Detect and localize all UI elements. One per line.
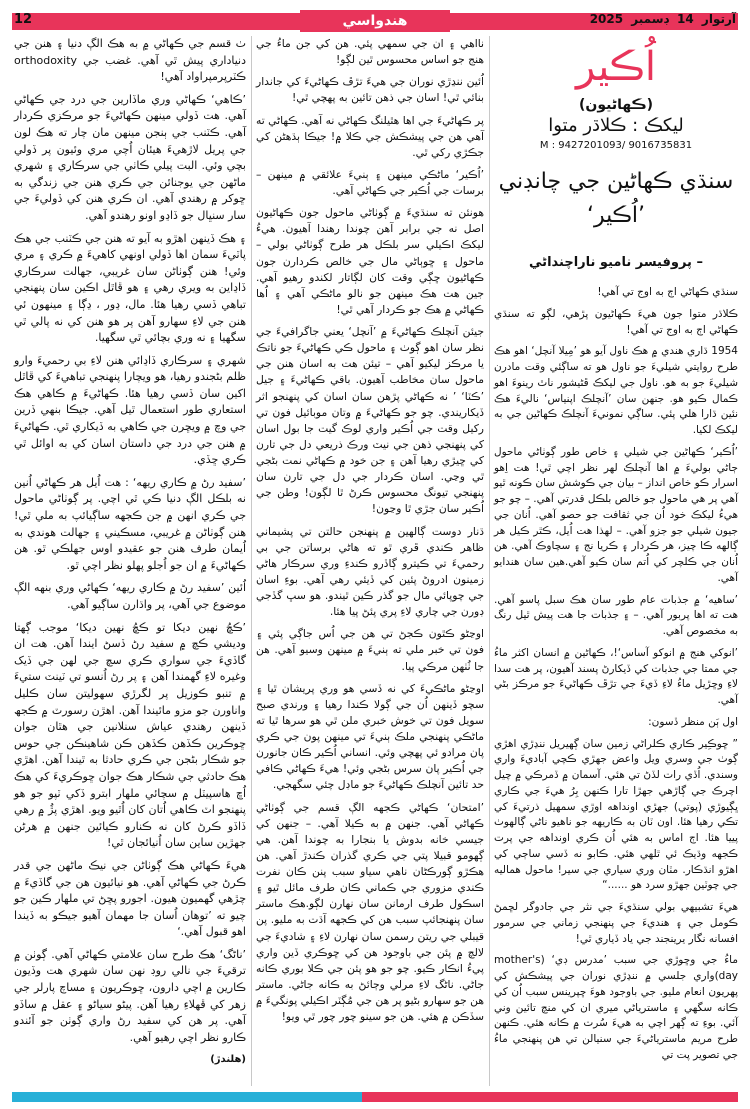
paragraph: هيءَ تشبيهي بولي سنڌيءَ جي نثر جي جادوگر لڇمڻ ڪومل جي ۽ هنديءَ جي پنهنجي زماني جي سرمور افسانه نگار يرينجند جي ياد ڏياري ٿي! — [494, 901, 738, 945]
paragraph: ’انوکي هنج ۾ انوکو آساس‘!، ڪهاڻين ۾ انسان اکثر ماءُ جي ممتا جي جذبات کي ڏيکارڻ پسند آهيون، پر هت سدا لاءِ وڇڙيل ماءُ لاءِ ڏيءَ جي تڙڦ ڪهاڻيءَ جو مرڪز بڻي آهي. — [494, 646, 738, 706]
paragraph: ٺ قسم جي ڪهاڻي ۾ به هڪ الڳ دنيا ۽ هنن جي دنياداري پيش ٿي آهي. غضب جي orthodoxity ڪٽرپرمپراواد آهي! — [14, 37, 246, 84]
continued-label: (هلندڙ) — [210, 1054, 246, 1066]
review-title — [494, 165, 738, 233]
review-title-line2: ’اُڪير‘ — [587, 203, 645, 229]
paragraph: ماءُ جي وڇوڙي جي سبب ’مدرس ڊي‘ (mother's day)واري جلسي ۾ ننڍڙي نوران جي پيشڪش کي پهريون انعام مليو. جي باوجود هوءَ ڇپرينس سبب اُن کي ڪانه سگهي ۽ ماسترياڻي ميري ان کي منچ تائين وني آئي. بوءِ ته ڳهر اچي به هيءَ سُرت ۾ ڪانه هئي. ڪنهن طرح مريم ماسترياڻيءَ جي سنيالن تي هن پنهنجي ماءُ جي تصوير پت تي — [494, 954, 738, 1061]
column-left — [14, 36, 246, 1069]
column-divider — [251, 36, 252, 1086]
issue-year: 2025 — [589, 12, 624, 26]
paragraph: اوڃڻو ڪٿون ڪجڻ تي هن جي اُس جاڳي پئي ۽ فون تي خبر ملي ته ٻنيءَ ۾ مينهن وسيو آهي. هن جا ٺُٺهن مرڪي پيا. — [256, 627, 484, 673]
paragraph: 1954 ڌاري هندي ۾ هڪ ناول آيو هو ’مِيلا آنچل‘ اهو هڪ طرح روايتي شيليءَ جو ناول هو ته ساڳئي وقت مادرن شيليءَ جو به هو. ناول جي ليکڪ ڦڻيشور ناٿ رينوءَ اهو ڪمال ڪيو هو. جنهن سان ’آنچلڪ اپنياس‘ ناليءَ هڪ نئين ڌارا هلي پئي. ساڳي نمونيءَ آنچلڪ ڪهاڻين جي به ليکڪ لکيا. — [494, 345, 738, 436]
paragraph: ’ڪاهي‘ ڪهاڻي وري ماڏارين جي درد جي ڪهاڻي آهي. هت ڏولي مينهن ڪهاڻيءَ جو مرڪزي ڪردار آهي. ڪٽنب جي ٻنجن مينهن مان چار ته هڪ لون جي پريل لاڙهيءَ هيئان اُچي مري وئيون پر ڏولي بچي وئي. البت پيلي ڪاٺي جي سرڪاري ۽ شهري ماڻهن جي يوجنائن جي ڪري هنن جي زندگي به ڇوکر ۾ رهندي آهي. ان ڪري هنن کي ڏوليءَ جي سار سنڀال جو ڏاڍو اونو رهندو آهي. — [14, 92, 246, 222]
paragraph: شهري ۽ سرڪاري ڏاڍائي هنن لاءِ بي رحميءَ وارو ظلم بڻجندو رهيا، هو ويچارا پنهنجي تباهيءَ کي ڦاٿل اکين سان ڏسي رهيا هئا. ڪهاڻيءَ ۾ ڪاهي هڪ استعاري طور استعمال ٿيل آهي. جيڪا بنهي ڏرين جي وچ ۾ ويڇرن جي ڪاهي به ڏيکاري ٿي. ڪهاڻيءَ ۾ هنن جي درد جي داستان اسان کي به اوائل ٿي ڪري ڇڏي. — [14, 353, 246, 467]
review-title-line1: سنڌي ڪهاڻين جي چانڊني — [498, 169, 734, 195]
paragraph: ’ساهيه‘ ۾ جذبات عام طور سان هڪ سبل پاسو آهي. هت ته اها پربور آهي. – ۽ جذبات جا هت پيش ٿيل رنگ به مخصوص آهي. — [494, 593, 738, 637]
story-genre: (ڪهاڻيون) — [578, 97, 654, 113]
paragraph: ۽ هڪ ڏينهن اهڙو به آيو ته هنن جي ڪٽنب جي هڪ پاٽيءَ سمان اها ڏولي اونهي کاهيءَ ۾ ڪري ۽ مري وئي! هنن ڳوٺاڻن سان غريبي، جهالت سرڪاري ڏاڍاين به ويري رهي ۽ هو ڦاٿل اڪين سان پنهنجي تباهي ڏسي رهيا هئا. مال، ڍور ، ڍڳا ۽ مينهون ئي هنن جي لاءِ سهارو آهن پر هو هنن کي نه پالي ٿي سگهيا ۽ نه وري بچائي ٿي سگهيا. — [14, 231, 246, 345]
paragraph: ’ڪڇُ نهين ديکا تو ڪڇُ نهين ديکا‘ موجب ڳهتا وديشي ڪچ ۾ سفيد رڻ ڏسڻ ايندا آهن. هت ان گاڏيءَ جي سواري ڪري سچ جي لهن جي ڏيک وغيره لاءِ گهمندا آهن ۽ پر رڻ اُنسو تي ٽينٽ ستيءَ ۾ تنبو ڪوزيل پر لگرڙي سهوليتن سان ڪليل واناورن جو مزو مائيندا آهن. اهڙن رسورٽ ۾ ڪجھ ڏينهن رهندي عياش سنلانين جي هٿان جوان ڇوڪرين ڪڏهن ڪڏهن ڪن شاهينڪن جي حوس جو شڪار بڻجن جي ڪري حادثا به ٿيندا آهن. اهڙي هڪ حادثي جي شڪار هڪ جوان ڇوڪريءَ کي هڪ اُڇ هاسپيٽل ۾ سچائي ملهار ابترو ڏکي ٽپو جو هو پنهنجو اٽ ڪاهي اُتان کان اُٿيو ويو. اهڙي پڙُ ۾ رهي ڏاڏو ڪرڻ کان نه ڪنارو ڪيائين جنهن ۾ هرڻن جهڙين ساين سان اُنيائجان ٿي! — [14, 620, 246, 850]
paragraph: جيئن آنچلڪ ڪهاڻيءَ ۾ ’آنچل‘ يعني جاگرافيءَ جي نظر سان اهو ڳوٺ ۽ ماحول ڪي ڪهاڻيءَ جو ناتڪ يا مرڪز ليکيو آهي – تيئن هت به اسان هنن جي ماحول سان مخاطب آهيون. باقي ڪهاڻيءَ ۽ جيل ’ڪٽا‘ ’ نه ڪهاڻي پڙهن سان اسان کي پنهنجو اثر ڏيکاريندي. چو جو ڪهاڻيءَ ۾ وتان موبائيل فون تي رکيل وقت جي اُڪير واري لوڪ گيت جا بول اسان کي پنهنجي ذهن جي نيٽ ورڪ ذريعي دل جي تارن کي ڇيڙي رهيا آهن ۽ جن خود ۾ ڪهاڻي نمت بڻجي ٿي وڃي. اسان ڪردار جي دل جي تارن سان پنهنجي تيونگ محسوس ڪرڻ ٿا لڳون! وطن جي اُڪير سان جڙي ٿا وڃون! — [256, 325, 484, 516]
paragraph: اُئين ’سفيد رڻ ۾ ڪاري ريهه‘ ڪهاڻي وري بنهه الڳ موضوع جي آهي، پر واڌارن ساڳيو آهي. — [14, 581, 246, 611]
paragraph: ’ناڻگ‘ هڪ طرح سان علامتي ڪهاڻي آهي. ڳوٺن ۾ ترقيءَ جي نالي روڊ نهن سان شهري هت وڏيون ڪارين ۾ اچي دارون، ڇوڪريون ۽ مساچ پارلر جي زهر کي ڦهلاءِ رهيا آهن. پيڻو سياڻو ۽ عقل ۾ ساڏو آهي. پر هن کي سفيد رڻ واري ڳوٺن جو آئندو ڪارو نظر اچي رهيو آهي. — [14, 947, 246, 1044]
page-header — [0, 0, 750, 32]
column-right — [494, 36, 738, 1070]
paragraph: اوڃڻو ماڻڪيءَ کي نه ڏسي هو وري پريشان ٿيا ۽ سچو ڏينهن اُن جي ڳولا ڪندا رهيا ۽ ورندي صبح سويل فون تي خوش خبري ملن ٿي هو سرها ٿيا ته ماڻڪي پنهنجي ملڪ ٻنيءَ تي مينهن پون جي ڪري پان مرادو ئي پهچي وئي. انساني اُڪير ڪان جانورن جي اُڪير پان سرس بڻجي وئي! هيءَ ڪهاڻي ڪافي حد تائين آنچلڪ ڪهاڻيءَ جو ماڊل چئي سگهجي. — [256, 681, 484, 792]
paragraph: هونئن ته سنڌيءَ ۾ ڳوٺاڻي ماحول جون ڪهاڻيون اصل نه جي برابر آهن چوندا رهندا آهيون. هيءُ ليکڪ اڪيلي سر بلڪل هر طرح ڳوٺاڻي بولي – ماحول ۽ ڇوٻاڻي مال جي خالص ڪردارن جون ڪهاڻيون ڇڳي وقت کان لڳاتار لکندو رهيو آهي. جين هت هڪ مينهن جو نالو ماڻڪي آهي ۽ اُها ڪهاڻي ۾ هڪ جو ڪردار آهي ٿي! — [256, 206, 484, 316]
footer-bar — [12, 1092, 738, 1102]
paragraph: ’اُڪير‘ ماڻڪي مينهن ۽ ٻنيءَ علائقي ۾ مينهن – برسات جي اُڪير جي ڪهاڻي آهي. — [256, 167, 484, 197]
issue-day: آرتوار — [701, 12, 736, 26]
paragraph: ’امتحان‘ ڪهاڻي ڪجهه الڳ قسم جي ڳوٺاڻي ڪهاڻي آهي. جنهن ۾ به ڪيلا آهي. – جنهن کي جيسي خانه بدوش يا بنجارا به چوندا آهن. هي ڳهومو قبيلا پتي جي ڪري گذران ڪندڙ آهي. هن هڪڙو ڳورڪڻان ناهي سياو سبب پنن ڪان نفرت ڪندي مزوري جي ڪماني ڪان طرف مائل ٿيو ۽ اسڪول طرف ارمانن سان نهارن لڳو.هڪ ماستر سان پنهنجائپ سبب هن کي ڪجهه آڌت به مليو. پن قيبلي جي ريتن رسمن سان نهارن لاءِ ۽ شاديءَ جي لالچ ۾ پئن جي باوجود هن کي ڇوڪري ڏين واري پيءُ انڪار ڪيو. چو جو هو پئن جي ڪلا بوري ڪانه جاڻي. ناڻگ لاءِ مرلي وڄائڻ به ڪانه جاڻي. ماستر هن جو سهارو بڻيو پر هن جي مُڳٽر اڪيلي پونگيءَ ۾ سڏڪن ۾ هئي. هن جو سينو چور چور ٿي ويو! — [256, 800, 484, 1024]
paragraph: ’اُڪير‘ ڪهاڻين جي شيلي ۽ خاص طور ڳوٺاڻي ماحول ڄاڻي بوليءَ ۾ اها آنچلڪ لهر نظر اچي ٿي! هت اِهو اسرار ڪو خاص انداز – بيان جي ڪوشش سان ڪونه ٿيو آهي پر هي ماحول جو خالص بلڪل قدرتي آهي. – چو جو هيءُ ليکڪ خود اُن جي ثقافت جو حصو آهي. اُنان جي جيون شيلي جو جزو آهي. – لهذا هت اُيل، ڪٿر ڪيل هر ڳالهه ڪا چيز، هر ڪردار ۽ ڪريا نج ۽ سچاوڪ آهي. هن اُنان جي ڪلچر کي اُتم سان ڪيو آهي.هين سان هندايو آهي. — [494, 445, 738, 584]
column-middle — [256, 36, 484, 1031]
issue-date-day: 14 — [677, 12, 694, 26]
paragraph: ” ڇوڪِير ڪاري ڪلراڻي زمين سان ڳهيريل ننڍڙي اهڙي ڳوٺ جي وسري ويل واعض جهڙي ڪچي آباديءَ واري وسندي. اُڏي رات لڏڻ تي هئي. آسمان ۾ ڏمرڪي ۾ چيل اچرڪ جي ڳاڙهي جهڙا تارا ڪنهن بِرُ هيءَ جي ڪاري ڀڳيوڙي (پوتي) جهڙي اونداهه اوڙي سمهيل ذرتيءَ کي تڪي رهيا هئا. اون ٽان به ڪاريهه جو ناهيو ناڻي ڳالهوٺ پييا هئا. اڄ اماس به هئي اُن ڪري اونداهه جي پرت ڪجهه وڌيڪ ئي ٿلهي هئي. ڪابو نه ڏسي ساڄي کي اهڙو انڌڪار. مٽان وري سياري جي سير! ماحول هماليه جي چوٽين جهڙو سرد هو ......“ — [494, 737, 738, 892]
issue-date — [586, 12, 736, 26]
paragraph: ڌنار دوست ڳالهين ۾ پنهنجن حالتن تي پشيماني ظاهر ڪندي ڦري ٿو ته هاڻي برساتن جي بي رحميءَ تي ڪيترو ڳاڏرو ڪندءِ وري سرڪار هاڻي زمينون ادروڻ پئين کي ڏيئي رهي آهي. بوءِ اسان جي چوپائي مال جو گذر ڪين ٿيندو. هو سڀ گڏجي ڊورن جي چاري لاءِ پري پئڻ پيا هئا. — [256, 524, 484, 619]
paragraph: اول ٻَن منظر ڏسون: — [648, 715, 738, 728]
paragraph: اُئين ننڍڙي نوران جي هيءَ تڙڦ ڪهاڻيءَ کي جاندار بنائي ٿي! اسان جي ذهن تائين به پهچي ٿي! — [256, 75, 484, 105]
reviewer-name: – پروفيسر ناميو ناراچنداڻي — [529, 255, 703, 271]
publication-name: هندواسي — [300, 10, 450, 32]
paragraph: سنڌي ڪهاڻي اڄ به اوج تي آهي! — [597, 286, 738, 298]
paragraph: هيءَ ڪهاڻي هڪ ڳوٺاڻن جي نيڪ ماڻهن جي قدر ڪرڻ جي ڪهاڻي آهي. هو نيائيون هن جي گاڏيءَ ۾ چڙهي گهميون هيون. اجورو پڇڻ تي ملهار ڪين جو چيو ته ’توهان اُسان جا مهمان آهيو جيڪو به ڏيندا اهو قبول آهي.‘ — [14, 858, 246, 939]
column-divider — [489, 36, 490, 1086]
page-number: 12 — [14, 12, 33, 27]
paragraph: نااهي ۽ ان جي سمهي پئي. هن کي جن ماءُ جي هنج جو اساس محسوس ٿين لڳو! — [256, 37, 484, 67]
author-mobile: M : 9427201093/ 9016735831 — [539, 139, 693, 151]
story-author: ليکڪ : ڪلاڌر متوا — [548, 114, 684, 136]
issue-month: ڊسمبر — [631, 12, 669, 26]
paragraph: پر ڪهاڻيءَ جي اها هٿيلنگ ڪهاڻي نه آهي. ڪهاڻي ته آهي هن جي پيشڪش جي ڪلا ۾! جيڪا ٻڌهڻن کي جڪڙي رکي ٿي. — [256, 113, 484, 159]
story-title: اُڪير — [576, 44, 656, 90]
paragraph: ’سفيد رڻ ۾ ڪاري ريهه‘ : هت اُيل هر ڪهاڻي اُنين نه بلڪل الڳ دنيا ڪي ٿي اچي. پر ڳوٺاڻي ماحول جي ڪري انهن ۾ جن ڪجهه ساڳيائپ به ملي ٿي! هنن ڳوٺاڻن ۾ غريبي، مسڪيني ۽ جهالت هوندي به اُيمان طرف هنن جو عقيدو اوس جهلڪي ٿو. هن ڪهاڻيءَ ۾ ان جو اُجلو پهلو نظر اچي ٿو. — [14, 475, 246, 572]
footer-bar-accent — [12, 1092, 362, 1102]
paragraph: ڪلاڌر متوا جون هيءَ ڪهاڻيون پڙهي، لڳو ته سنڌي ڪهاڻي اڄ به اوج تي آهي! — [494, 307, 738, 336]
